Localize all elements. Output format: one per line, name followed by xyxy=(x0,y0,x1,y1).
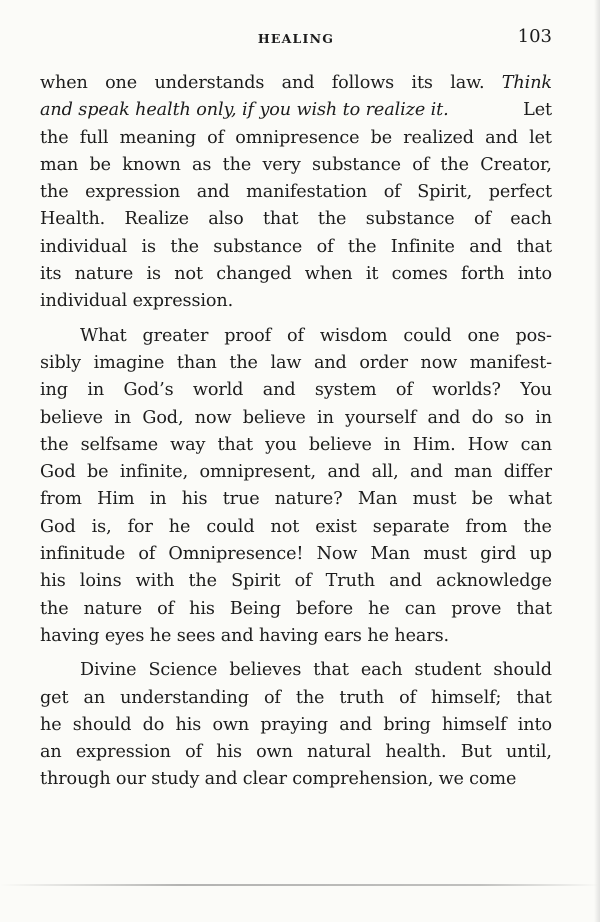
word: expression xyxy=(75,742,171,763)
text-line xyxy=(40,623,552,650)
word: himself xyxy=(441,714,507,735)
word: with xyxy=(135,571,175,592)
word: greater xyxy=(142,325,209,346)
word: is xyxy=(141,236,156,257)
word: pos- xyxy=(515,325,552,346)
word: How xyxy=(467,434,509,455)
word: in xyxy=(87,380,105,401)
word: full xyxy=(79,127,109,148)
word: Spirit xyxy=(231,571,281,592)
text-line xyxy=(40,152,552,179)
word: proof xyxy=(224,325,272,346)
word: the xyxy=(229,352,258,373)
word: from xyxy=(40,489,82,510)
text-line xyxy=(40,261,552,288)
word: in xyxy=(114,407,132,428)
word: of xyxy=(383,182,401,203)
word: get xyxy=(40,687,69,708)
word: world xyxy=(192,380,244,401)
word: for xyxy=(127,516,153,537)
word: yourself xyxy=(345,407,417,428)
word: one xyxy=(467,325,500,346)
word: omnipresent, xyxy=(199,462,317,483)
word: own xyxy=(256,742,293,763)
text-line xyxy=(40,739,552,766)
word: realized xyxy=(403,127,474,148)
word: and xyxy=(409,462,443,483)
word: wisdom xyxy=(319,325,388,346)
word: up xyxy=(529,544,552,565)
word: of xyxy=(138,544,156,565)
word: God’s xyxy=(123,380,174,401)
word: as xyxy=(192,154,212,175)
word: God, xyxy=(142,407,184,428)
word: should xyxy=(72,714,132,735)
word: and xyxy=(339,714,373,735)
text-line xyxy=(40,568,552,595)
word: the xyxy=(347,236,377,257)
word: should xyxy=(493,660,552,681)
word: student xyxy=(414,660,482,681)
word: man xyxy=(454,462,493,483)
word: infinitude xyxy=(40,544,126,565)
text-line xyxy=(40,432,552,459)
text-line xyxy=(40,712,552,739)
word: each xyxy=(510,209,552,230)
word: his xyxy=(189,598,215,619)
word: also xyxy=(208,209,244,230)
word: could xyxy=(403,325,452,346)
text-line xyxy=(40,288,552,315)
word: Infinite xyxy=(390,236,455,257)
word: changed xyxy=(216,264,292,285)
text-line xyxy=(40,657,552,684)
word: and xyxy=(313,352,347,373)
word: law xyxy=(270,352,302,373)
word: believe xyxy=(40,407,103,428)
word: Creator, xyxy=(480,154,552,175)
word: the xyxy=(222,154,252,175)
word: acknowledge xyxy=(436,571,552,592)
word: before xyxy=(296,598,354,619)
word: and xyxy=(327,462,361,483)
word: own xyxy=(212,714,250,735)
word: the xyxy=(440,154,469,175)
word: follows xyxy=(331,73,395,93)
page-bottom-edge xyxy=(0,884,600,886)
page-right-edge xyxy=(594,0,600,922)
word: and xyxy=(485,127,518,148)
word: Man xyxy=(370,544,411,565)
word: understands xyxy=(154,73,265,93)
word: can xyxy=(404,598,437,619)
text-line xyxy=(40,486,552,513)
word: prove xyxy=(451,598,502,619)
word: through xyxy=(40,769,111,790)
text-line xyxy=(40,323,552,350)
body-text xyxy=(40,70,552,794)
word: order xyxy=(359,352,408,373)
word: our xyxy=(115,769,146,790)
word: and xyxy=(469,236,503,257)
word: do xyxy=(471,407,494,428)
word: infinite, xyxy=(119,462,189,483)
word: the xyxy=(40,182,69,203)
word: into xyxy=(517,714,552,735)
word: Truth xyxy=(325,571,376,592)
word: into xyxy=(517,264,552,285)
word: nature xyxy=(74,264,134,285)
word: of xyxy=(399,687,416,708)
word: of xyxy=(287,325,304,346)
word: of xyxy=(412,154,430,175)
text-line xyxy=(40,459,552,486)
word: the xyxy=(40,434,69,455)
word: the xyxy=(295,687,325,708)
word: can xyxy=(520,434,552,455)
word: Man xyxy=(357,489,398,510)
word: his xyxy=(216,742,242,763)
word: be xyxy=(370,127,393,148)
word: nature xyxy=(83,598,143,619)
word: come xyxy=(469,769,517,790)
word: until, xyxy=(505,742,552,763)
word: and xyxy=(196,182,230,203)
word: we xyxy=(438,769,464,790)
word: the xyxy=(188,571,217,592)
text-line xyxy=(40,541,552,568)
word: the xyxy=(317,209,347,230)
word: Now xyxy=(316,544,358,565)
word: Science xyxy=(148,660,218,681)
word: that xyxy=(516,687,552,708)
word: is, xyxy=(91,516,112,537)
word: in xyxy=(149,489,167,510)
word: not xyxy=(270,516,300,537)
word: substance xyxy=(312,154,401,175)
word: health. xyxy=(385,742,447,763)
word: his xyxy=(175,714,202,735)
word: individual xyxy=(40,236,128,257)
text-line xyxy=(40,206,552,233)
word: expression xyxy=(85,182,181,203)
word: What xyxy=(80,325,127,346)
word: be xyxy=(89,154,111,175)
word: be xyxy=(87,462,109,483)
text-line xyxy=(40,350,552,377)
word: that xyxy=(262,209,299,230)
word: Being xyxy=(229,598,281,619)
word: perfect xyxy=(488,182,552,203)
word: very xyxy=(262,154,301,175)
word: of xyxy=(263,687,281,708)
word: not xyxy=(174,264,203,285)
word: an xyxy=(40,742,62,763)
word: comprehension, xyxy=(292,769,434,790)
text-line xyxy=(40,596,552,623)
word: its xyxy=(411,73,433,93)
word: manifest- xyxy=(469,352,552,373)
word: the xyxy=(40,127,69,148)
word: believe xyxy=(308,434,372,455)
word: he xyxy=(368,598,390,619)
page-number: 103 xyxy=(517,26,552,47)
word: and xyxy=(427,407,461,428)
word: having eyes he sees and having ears he hears. xyxy=(40,625,450,646)
word: of xyxy=(157,598,175,619)
word: forth xyxy=(461,264,505,285)
word: individual expression. xyxy=(40,291,234,312)
running-head xyxy=(40,28,552,50)
word: God xyxy=(40,516,76,537)
paragraph-gap xyxy=(40,650,552,657)
word: be xyxy=(471,489,494,510)
text-line xyxy=(40,514,552,541)
text-line xyxy=(40,685,552,712)
word: his xyxy=(40,571,66,592)
word: Divine xyxy=(80,660,137,681)
word: the xyxy=(523,516,552,537)
word: substance xyxy=(213,236,303,257)
word: from xyxy=(465,516,508,537)
word: must xyxy=(412,489,457,510)
text-line xyxy=(40,179,552,206)
word: its xyxy=(40,264,62,285)
word: gird xyxy=(480,544,517,565)
word: in xyxy=(535,407,552,428)
word: You xyxy=(520,380,552,401)
word: must xyxy=(423,544,467,565)
word: that xyxy=(516,598,552,619)
word: and xyxy=(262,380,296,401)
word: is xyxy=(146,264,161,285)
text-line xyxy=(40,70,552,97)
word: man xyxy=(40,154,79,175)
word: Him xyxy=(97,489,135,510)
word: in xyxy=(383,434,401,455)
word: loins xyxy=(79,571,122,592)
text-line xyxy=(40,234,552,261)
word: law. xyxy=(450,73,485,93)
word: exist xyxy=(315,516,357,537)
word: imagine xyxy=(93,352,165,373)
word: Realize xyxy=(124,209,189,230)
word: that xyxy=(313,660,349,681)
word: nature? xyxy=(274,489,343,510)
word: the xyxy=(170,236,199,257)
word: of xyxy=(294,571,312,592)
word: and xyxy=(281,73,315,93)
word: manifestation xyxy=(246,182,368,203)
word: worlds? xyxy=(432,380,501,401)
word: each xyxy=(360,660,403,681)
word: that xyxy=(516,236,552,257)
paragraph-gap xyxy=(40,316,552,323)
word: of xyxy=(316,236,334,257)
word: But xyxy=(460,742,492,763)
word: that xyxy=(217,434,254,455)
word: God xyxy=(40,462,76,483)
word: Think xyxy=(501,73,552,93)
word: his xyxy=(181,489,208,510)
word: he xyxy=(168,516,191,537)
word: all, xyxy=(371,462,399,483)
word: and xyxy=(389,571,422,592)
word: of xyxy=(473,209,491,230)
text-line xyxy=(40,377,552,404)
word: do xyxy=(142,714,165,735)
word: of xyxy=(207,127,225,148)
word: believes xyxy=(229,660,302,681)
word: understanding xyxy=(120,687,249,708)
word: natural xyxy=(307,742,372,763)
word: Let xyxy=(523,100,552,121)
word: in xyxy=(317,407,334,428)
paragraph xyxy=(40,323,552,651)
word: known xyxy=(122,154,181,175)
word: Health. xyxy=(40,209,106,230)
word: an xyxy=(83,687,106,708)
word: truth xyxy=(339,687,385,708)
word: believe xyxy=(242,407,306,428)
word: he xyxy=(40,714,62,735)
word: comes xyxy=(391,264,448,285)
word: of xyxy=(185,742,202,763)
word: now xyxy=(194,407,232,428)
text-line xyxy=(40,766,552,793)
text-line xyxy=(40,125,552,152)
word: could xyxy=(206,516,255,537)
word: meaning xyxy=(119,127,196,148)
section-title: HEALING xyxy=(257,31,335,46)
word: separate xyxy=(372,516,450,537)
word: Omnipresence! xyxy=(168,544,304,565)
word: sibly xyxy=(40,352,81,373)
word: and speak health only, if you wish to realize it. xyxy=(40,100,449,121)
word: now xyxy=(420,352,458,373)
word: differ xyxy=(503,462,552,483)
word: substance xyxy=(365,209,455,230)
word: the xyxy=(40,598,69,619)
word: study xyxy=(151,769,200,790)
paragraph xyxy=(40,70,552,316)
text-line xyxy=(40,97,552,124)
text-line xyxy=(40,405,552,432)
paragraph xyxy=(40,657,552,793)
word: clear xyxy=(242,769,287,790)
word: one xyxy=(105,73,138,93)
word: than xyxy=(176,352,217,373)
word: Spirit, xyxy=(417,182,473,203)
word: let xyxy=(529,127,552,148)
word: Him. xyxy=(412,434,456,455)
word: omnipresence xyxy=(235,127,360,148)
word: ing xyxy=(40,380,68,401)
word: true xyxy=(222,489,260,510)
word: praying xyxy=(260,714,329,735)
word: bring xyxy=(383,714,431,735)
word: what xyxy=(508,489,552,510)
word: when xyxy=(40,73,88,93)
word: you xyxy=(265,434,297,455)
word: selfsame xyxy=(80,434,159,455)
word: so xyxy=(504,407,524,428)
word: and xyxy=(204,769,238,790)
word: way xyxy=(170,434,206,455)
word: himself; xyxy=(430,687,502,708)
word: of xyxy=(395,380,413,401)
word: system xyxy=(314,380,377,401)
word: it xyxy=(365,264,379,285)
word: when xyxy=(304,264,353,285)
